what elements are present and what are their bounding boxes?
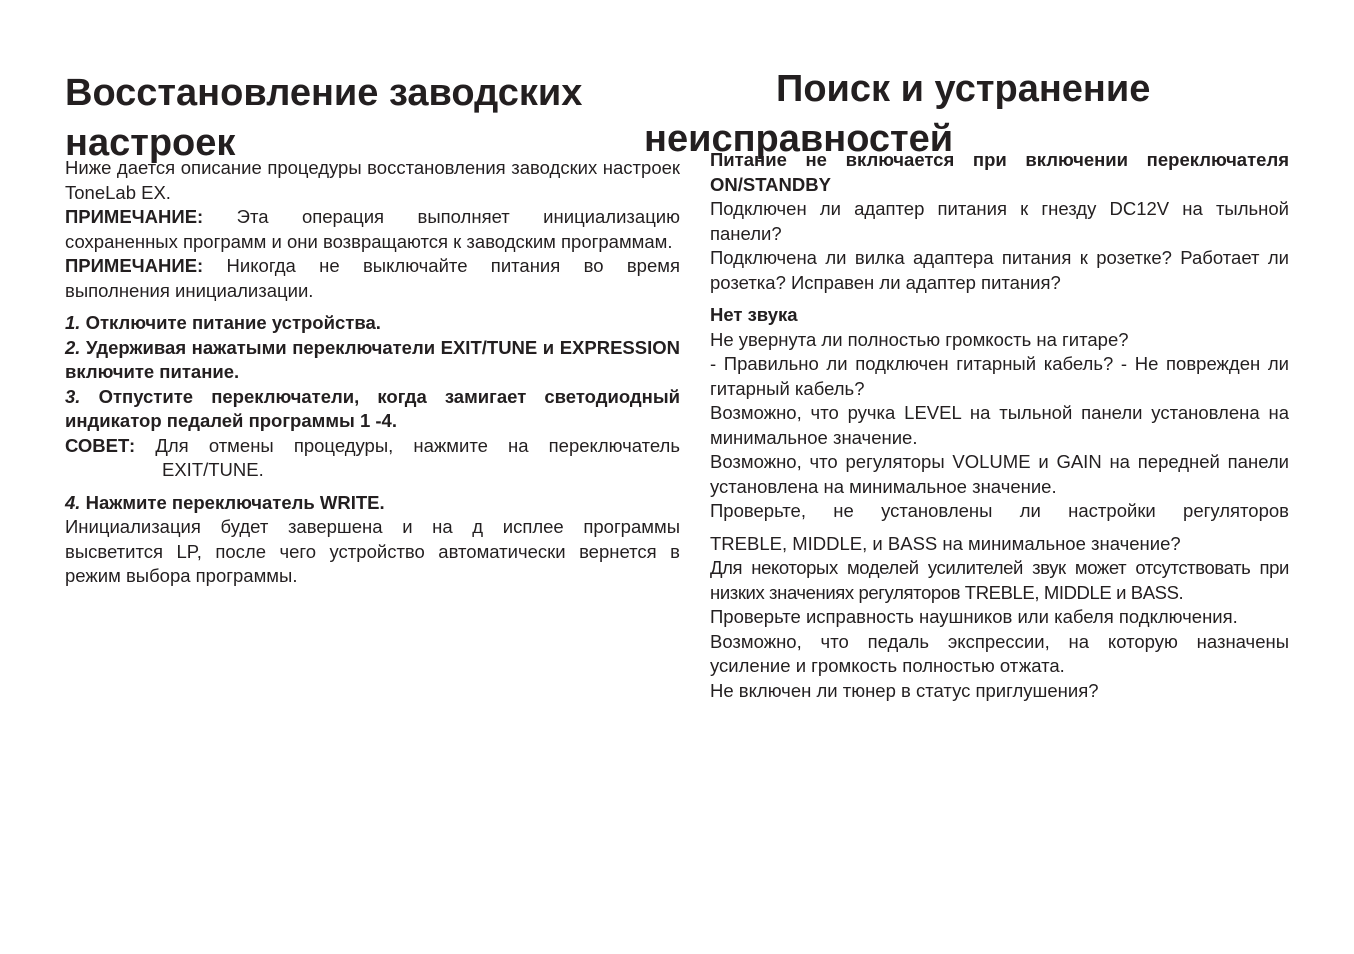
factory-reset-column: [65, 0, 680, 589]
title-word: заводских: [388, 72, 583, 114]
step-number: 1.: [65, 312, 81, 333]
factory-reset-title: [65, 68, 680, 168]
power-paragraph: Подключена ли вилка адаптера питания к розетке? Работает ли розетка? Исправен ли адаптер питания?: [710, 247, 1289, 293]
note-paragraph: [65, 254, 680, 303]
sound-paragraph: Возможно, что педаль экспрессии, на которую назначены усиление и громкость полностью отжата.: [710, 630, 1289, 676]
note-text: Эта операция выполняет инициализацию сохраненных программ и они возвращаются к заводским программам.: [65, 206, 680, 252]
tip-text: Для отмены процедуры, нажмите на переключатель EXIT/TUNE.: [135, 434, 680, 480]
note-label: ПРИМЕЧАНИЕ:: [65, 255, 204, 276]
title-word: и: [900, 68, 924, 110]
final-paragraph: Инициализация будет завершена и на д исплее программы высветится LP, после чего устройство автоматически вернется в режим выбора программы.: [65, 516, 680, 586]
sound-paragraph: Проверьте исправность наушников или кабеля подключения.: [710, 606, 1238, 627]
sound-paragraph: - Правильно ли подключен гитарный кабель? - Не поврежден ли гитарный кабель?: [710, 353, 1289, 399]
sound-paragraph: Возможно, что регуляторы VOLUME и GAIN на передней панели установлена на минимальное значение.: [710, 451, 1289, 497]
sound-paragraph: Возможно, что ручка LEVEL на тыльной панели установлена на минимальное значение.: [710, 402, 1289, 448]
intro-paragraph: Ниже дается описание процедуры восстановления заводских настроек ToneLab EX.: [65, 157, 680, 203]
sound-paragraph: Для некоторых моделей усилителей звук может отсутствовать при низких значениях регуляторов TREBLE, MIDDLE и BASS.: [710, 557, 1289, 603]
step-text: Отпустите переключатели, когда замигает светодиодный индикатор педалей программы 1 -4.: [65, 385, 680, 431]
step-number: 2.: [65, 336, 81, 358]
step-text: Отключите питание устройства.: [80, 312, 381, 333]
title-word: неисправностей: [644, 118, 954, 160]
sound-paragraph: Не увернута ли полностью громкость на гитаре?: [710, 328, 1129, 350]
sound-paragraph: TREBLE, MIDDLE, и BASS на минимальное значение?: [710, 532, 1181, 554]
step-3: [65, 385, 680, 434]
sound-paragraph: Не включен ли тюнер в статус приглушения?: [710, 679, 1099, 701]
title-word: устранение: [934, 68, 1151, 110]
note-text: Никогда не выключайте питания во время выполнения инициализации.: [65, 255, 680, 301]
step-2: [65, 336, 680, 385]
note-paragraph: [65, 205, 680, 254]
step-text: Нажмите переключатель WRITE.: [80, 491, 385, 513]
tip-label: СОВЕТ:: [65, 434, 136, 456]
power-heading: Питание не включается при включении переключателя ON/STANDBY: [710, 149, 1289, 195]
step-number: 3.: [65, 385, 81, 407]
sound-paragraph: Проверьте, не установлены ли настройки регуляторов: [710, 500, 1289, 521]
title-word: настроек: [65, 122, 236, 164]
step-number: 4.: [65, 491, 81, 513]
step-4: [65, 491, 680, 516]
step-text: Удерживая нажатыми переключатели EXIT/TUNE и EXPRESSION включите питание.: [65, 336, 680, 382]
troubleshooting-column: [644, 0, 1289, 703]
step-1: [65, 311, 680, 336]
title-word: Восстановление: [65, 72, 379, 114]
note-label: ПРИМЕЧАНИЕ:: [65, 206, 204, 227]
power-paragraph: Подключен ли адаптер питания к гнезду DC12V на тыльной панели?: [710, 198, 1289, 244]
no-sound-heading: Нет звука: [710, 304, 798, 325]
title-word: Поиск: [776, 68, 891, 110]
tip-paragraph: [65, 434, 680, 483]
